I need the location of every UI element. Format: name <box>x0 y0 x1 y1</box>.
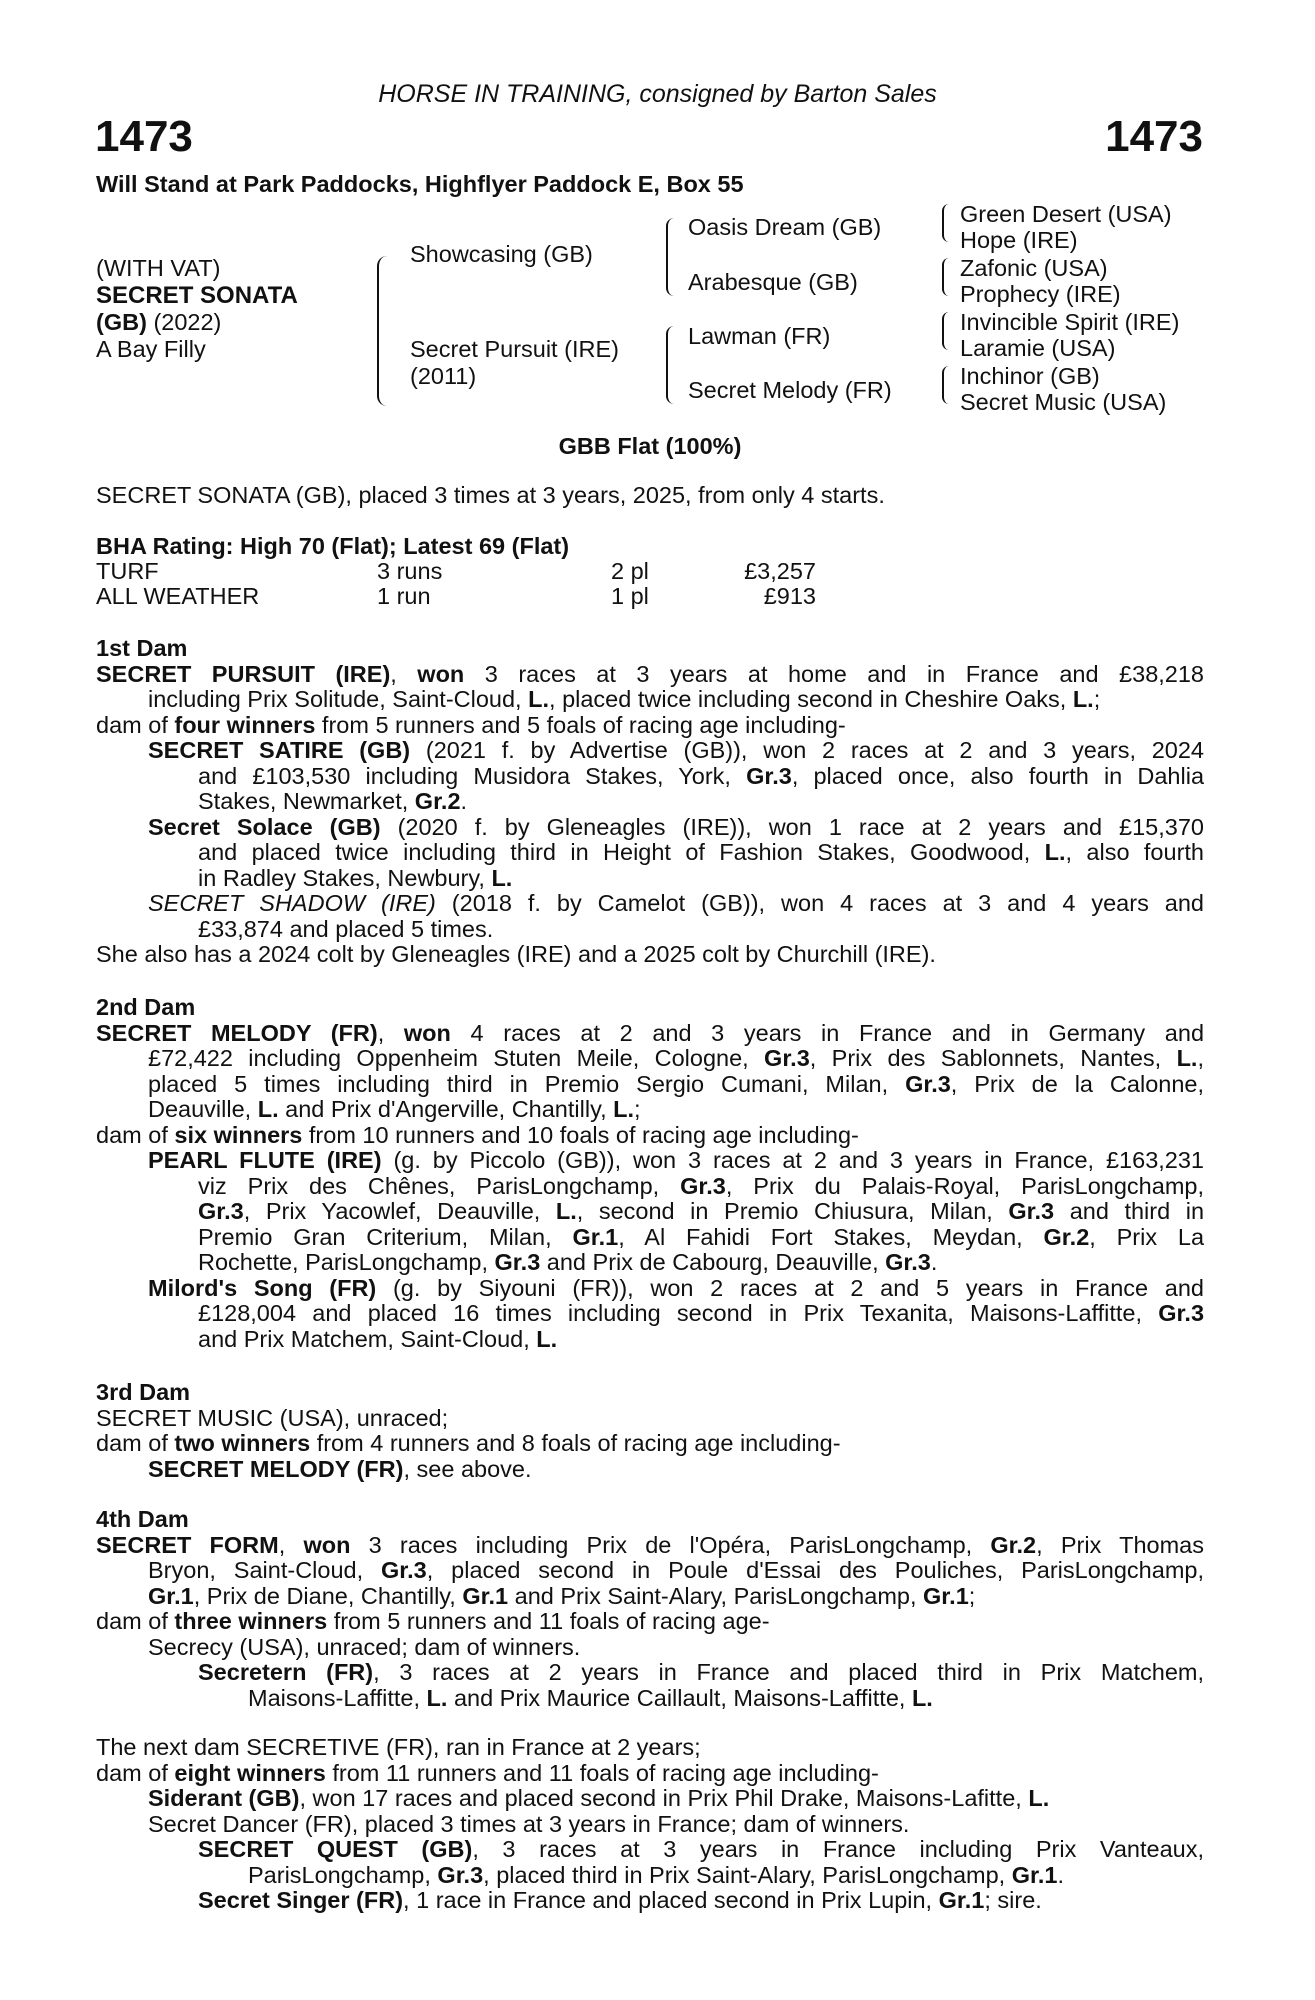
offspring-line: Secrecy (USA), unraced; dam of winners. <box>148 1633 581 1660</box>
text: . <box>460 788 468 814</box>
text: Bryon, Saint-Cloud, <box>148 1558 364 1583</box>
grade: L. <box>536 1325 558 1352</box>
horse-origin-year <box>96 310 221 336</box>
grade: Gr.3 <box>494 1249 541 1275</box>
bha-rating: BHA Rating: High 70 (Flat); Latest 69 (Flat) <box>96 533 570 559</box>
text: , placed second in Poule d'Essai des Pouliches, ParisLongchamp, <box>426 1558 1204 1583</box>
won-label: won <box>403 1020 451 1046</box>
horse-description: A Bay Filly <box>96 336 206 362</box>
dam-line <box>96 1609 1204 1635</box>
offspring-line <box>96 840 1204 866</box>
text: from 5 runners and 5 foals of racing age including- <box>321 711 846 738</box>
text: , 3 races at 2 years in France and placed third in Prix Matchem, <box>373 1660 1204 1685</box>
text: from 4 runners and 8 foals of racing age including- <box>316 1430 841 1456</box>
stats-prize: £913 <box>763 583 816 609</box>
dam-name: SECRET MELODY (FR) <box>96 1020 378 1046</box>
text: including Prix Solitude, Saint-Cloud, <box>148 686 522 712</box>
section-next-dam <box>96 1735 1204 1914</box>
grade: Gr.3 <box>764 1046 810 1071</box>
pedigree-brace-ss <box>942 204 951 242</box>
grade: Gr.3 <box>198 1199 244 1224</box>
grade: Gr.3 <box>680 1173 726 1199</box>
text: (2021 f. by Advertise (GB)), won 2 races at 2 and 3 years, 2024 <box>425 738 1204 763</box>
text: , placed third in Prix Saint-Alary, ParisLongchamp, <box>483 1861 1006 1888</box>
offspring-name: SECRET SHADOW (IRE) <box>148 891 436 916</box>
grade: L. <box>426 1684 448 1711</box>
pedigree-brace-main <box>377 256 389 406</box>
gbb-flat: GBB Flat (100%) <box>558 433 742 459</box>
stats-placed: 1 pl <box>611 583 649 609</box>
text: , placed twice including second in Cheshire Oaks, <box>549 686 1067 712</box>
dam-line: SECRET MELODY (FR), won 4 races at 2 and 3 years in France and in Germany and <box>96 1020 1204 1046</box>
text: and Prix d'Angerville, Chantilly, <box>285 1096 607 1122</box>
pedigree-sds: Zafonic (USA) <box>960 255 1108 281</box>
text: Deauville, <box>148 1096 252 1122</box>
race-summary: SECRET SONATA (GB), placed 3 times at 3 years, 2025, from only 4 starts. <box>96 482 885 508</box>
grade: Gr.1 <box>1011 1861 1058 1888</box>
dam-line: The next dam SECRETIVE (FR), ran in France at 2 years; <box>96 1734 701 1760</box>
pedigree-ssd: Hope (IRE) <box>960 227 1078 253</box>
grade: L. <box>1028 1785 1050 1811</box>
text: £33,874 and placed 5 times. <box>198 915 494 942</box>
pedigree-sire: Showcasing (GB) <box>410 241 593 267</box>
text: , won 17 races and placed second in Prix Phil Drake, Maisons-Lafitte, <box>299 1785 1022 1811</box>
stats-surface: ALL WEATHER <box>96 583 260 609</box>
text: 3 races at 3 years at home and in France and £38,218 <box>484 661 1204 687</box>
pedigree-brace-dam <box>666 326 676 404</box>
text: dam of <box>96 1759 168 1786</box>
dam-name: SECRET FORM <box>96 1532 279 1558</box>
text: viz Prix des Chênes, ParisLongchamp, <box>198 1173 660 1199</box>
text: (2018 f. by Camelot (GB)), won 4 races at 3 and 4 years and <box>451 891 1204 916</box>
text: , Prix Yacowlef, Deauville, <box>243 1199 541 1224</box>
text: , see above. <box>403 1455 532 1482</box>
stand-location: Will Stand at Park Paddocks, Highflyer Paddock E, Box 55 <box>96 171 744 197</box>
text: placed 5 times including third in Premio Sergio Cumani, Milan, <box>148 1071 889 1097</box>
lot-number-right: 1473 <box>1105 112 1203 161</box>
pedigree-dds: Inchinor (GB) <box>960 363 1100 389</box>
offspring-line <box>96 764 1204 790</box>
offspring-line <box>96 738 1204 764</box>
grade: Gr.3 <box>381 1558 427 1583</box>
offspring-line: Secret Dancer (FR), placed 3 times at 3 years in France; dam of winners. <box>148 1810 910 1837</box>
text: and £103,530 including Musidora Stakes, York, <box>198 763 731 789</box>
grade: Gr.2 <box>414 788 461 814</box>
text: , Al Fahidi Fort Stakes, Meydan, <box>618 1224 1023 1250</box>
offspring-name: Secret Singer (FR) <box>198 1887 404 1913</box>
text: , Prix des Sablonnets, Nantes, <box>809 1046 1162 1071</box>
text: Maisons-Laffitte, <box>248 1684 420 1711</box>
grade: L. <box>555 1199 577 1224</box>
text: Stakes, Newmarket, <box>198 788 409 814</box>
horse-origin: (GB) <box>96 309 147 335</box>
offspring-line <box>96 1225 1204 1251</box>
text: , 1 race in France and placed second in Prix Lupin, <box>403 1887 933 1913</box>
pedigree-ddd: Secret Music (USA) <box>960 389 1167 415</box>
text: , Prix de la Calonne, <box>950 1071 1204 1097</box>
dam-line <box>96 1097 1204 1123</box>
dam-line <box>96 1558 1204 1584</box>
stats-runs: 1 run <box>377 583 431 609</box>
text: dam of <box>96 1430 168 1456</box>
dam-line <box>96 1431 1204 1457</box>
stats-surface: TURF <box>96 558 159 584</box>
offspring-line <box>96 1457 1204 1483</box>
grade: L. <box>491 864 513 891</box>
section-fourth-dam <box>96 1507 1204 1711</box>
grade: L. <box>257 1096 279 1122</box>
section-third-dam <box>96 1380 1204 1482</box>
text: dam of <box>96 1608 168 1634</box>
offspring-name: SECRET MELODY (FR) <box>148 1455 404 1482</box>
text: and Prix Matchem, Saint-Cloud, <box>198 1325 530 1352</box>
offspring-name: SECRET QUEST (GB) <box>198 1837 473 1862</box>
grade: L. <box>1072 686 1094 712</box>
pedigree-dss: Invincible Spirit (IRE) <box>960 309 1180 335</box>
text: in Radley Stakes, Newbury, <box>198 864 485 891</box>
pedigree-dam-year: (2011) <box>410 363 477 389</box>
won-label: won <box>303 1532 351 1558</box>
text: (g. by Siyouni (FR)), won 2 races at 2 and 5 years in France and <box>392 1275 1204 1301</box>
pedigree-ds: Lawman (FR) <box>688 323 831 349</box>
text: , Prix La <box>1089 1224 1204 1250</box>
offspring-line <box>96 1174 1204 1200</box>
offspring-line <box>96 1888 1204 1914</box>
dam-heading: 2nd Dam <box>96 994 196 1020</box>
pedigree-brace-ds <box>942 312 951 350</box>
offspring-line <box>96 1786 1204 1812</box>
text: ParisLongchamp, <box>248 1861 431 1888</box>
offspring-name: Secret Solace (GB) <box>148 814 381 840</box>
dam-heading: 3rd Dam <box>96 1379 191 1405</box>
dam-line: SECRET PURSUIT (IRE), won 3 races at 3 years at home and in France and £38,218 <box>96 661 1204 687</box>
dam-line <box>96 1046 1204 1072</box>
grade: L. <box>613 1096 635 1122</box>
grade: Gr.1 <box>923 1582 969 1609</box>
text: ; <box>968 1582 976 1609</box>
text: (g. by Piccolo (GB)), won 3 races at 2 and 3 years in France, £163,231 <box>393 1148 1204 1173</box>
grade: Gr.2 <box>990 1532 1037 1558</box>
offspring-line <box>96 917 1204 943</box>
pedigree-brace-dd <box>942 366 951 404</box>
dam-line <box>96 1761 1204 1787</box>
pedigree-sdd: Prophecy (IRE) <box>960 281 1121 307</box>
text: £72,422 including Oppenheim Stuten Meile, Cologne, <box>148 1046 749 1071</box>
offspring-line <box>96 891 1204 917</box>
text: and third in <box>1069 1199 1204 1224</box>
pedigree-ss: Oasis Dream (GB) <box>688 214 882 240</box>
pedigree-dsd: Laramie (USA) <box>960 335 1116 361</box>
text: and Prix de Cabourg, Deauville, <box>546 1249 879 1275</box>
dam-line <box>96 1584 1204 1610</box>
offspring-line <box>96 1199 1204 1225</box>
grade: Gr.3 <box>437 1861 484 1888</box>
grade: L. <box>1176 1046 1198 1071</box>
grade: Gr.3 <box>905 1071 951 1097</box>
catalogue-header: HORSE IN TRAINING, consigned by Barton Sales <box>378 80 937 108</box>
offspring-line <box>96 1686 1204 1712</box>
pedigree-brace-sire <box>666 218 676 296</box>
vat-label: (WITH VAT) <box>96 255 221 281</box>
grade: Gr.1 <box>938 1887 985 1913</box>
text: £128,004 and placed 16 times including second in Prix Texanita, Maisons-Laffitte, <box>198 1301 1143 1326</box>
offspring-line <box>96 815 1204 841</box>
text: . <box>1057 1861 1064 1888</box>
offspring-line <box>96 1148 1204 1174</box>
text: Rochette, ParisLongchamp, <box>198 1249 488 1275</box>
won-label: won <box>417 661 465 687</box>
offspring-line <box>96 1301 1204 1327</box>
grade: Gr.2 <box>1043 1224 1090 1250</box>
winners-count: six winners <box>174 1121 303 1148</box>
pedigree-dam: Secret Pursuit (IRE) <box>410 336 619 362</box>
grade: Gr.1 <box>148 1582 194 1609</box>
dam-line <box>96 1123 1204 1149</box>
lot-number-left: 1473 <box>95 112 193 161</box>
grade: Gr.3 <box>885 1249 931 1275</box>
stats-runs: 3 runs <box>377 558 443 584</box>
text: dam of <box>96 1121 168 1148</box>
offspring-line <box>96 1837 1204 1863</box>
text: , Prix du Palais-Royal, ParisLongchamp, <box>725 1173 1204 1199</box>
pedigree-dd: Secret Melody (FR) <box>688 377 892 403</box>
text: dam of <box>96 711 168 738</box>
offspring-line <box>96 1660 1204 1686</box>
text: Premio Gran Criterium, Milan, <box>198 1224 552 1250</box>
dam-heading: 1st Dam <box>96 635 188 661</box>
text: from 11 runners and 11 foals of racing age including- <box>332 1759 879 1786</box>
text: from 5 runners and 11 foals of racing age- <box>333 1608 770 1634</box>
text: and Prix Maurice Caillault, Maisons-Laffitte, <box>453 1684 906 1711</box>
section-second-dam <box>96 995 1204 1352</box>
text: . <box>930 1249 938 1275</box>
text: 4 races at 2 and 3 years in France and in Germany and <box>470 1020 1204 1046</box>
text: , Prix de Diane, Chantilly, <box>193 1582 456 1609</box>
text: ; <box>1093 686 1101 712</box>
offspring-line <box>96 1863 1204 1889</box>
offspring-name: SECRET SATIRE (GB) <box>148 738 411 763</box>
offspring-name: Secretern (FR) <box>198 1660 374 1685</box>
offspring-name: Milord's Song (FR) <box>148 1275 377 1301</box>
grade: L. <box>911 1684 933 1711</box>
text: , placed once, also fourth in Dahlia <box>791 763 1204 789</box>
dam-heading: 4th Dam <box>96 1506 189 1532</box>
offspring-line <box>96 1250 1204 1276</box>
text: , second in Premio Chiusura, Milan, <box>576 1199 993 1224</box>
stats-prize: £3,257 <box>744 558 816 584</box>
offspring-line <box>96 1276 1204 1302</box>
winners-count: eight winners <box>174 1759 326 1786</box>
pedigree-brace-sd <box>942 258 951 296</box>
text: and Prix Saint-Alary, ParisLongchamp, <box>514 1582 917 1609</box>
grade: L. <box>528 686 550 712</box>
pedigree-sss: Green Desert (USA) <box>960 201 1172 227</box>
text: (2020 f. by Gleneagles (IRE)), won 1 race at 2 years and £15,370 <box>397 814 1204 840</box>
text: 3 races including Prix de l'Opéra, ParisLongchamp, <box>368 1532 973 1558</box>
offspring-line <box>96 866 1204 892</box>
winners-count: four winners <box>174 711 316 738</box>
offspring-name: PEARL FLUTE (IRE) <box>148 1148 382 1173</box>
offspring-name: Siderant (GB) <box>148 1785 300 1811</box>
dam-line <box>96 687 1204 713</box>
text: from 10 runners and 10 foals of racing age including- <box>308 1121 859 1148</box>
dam-note: She also has a 2024 colt by Gleneagles (IRE) and a 2025 colt by Churchill (IRE). <box>96 941 936 967</box>
horse-name: SECRET SONATA <box>96 282 298 309</box>
dam-line: SECRET MUSIC (USA), unraced; <box>96 1404 449 1431</box>
grade: Gr.3 <box>1158 1301 1204 1326</box>
text: and placed twice including third in Height of Fashion Stakes, Goodwood, <box>198 840 1031 865</box>
grade: Gr.3 <box>1008 1199 1055 1224</box>
grade: L. <box>1044 840 1066 865</box>
grade: Gr.1 <box>572 1224 619 1250</box>
dam-line <box>96 1072 1204 1098</box>
dam-name: SECRET PURSUIT (IRE) <box>96 661 391 687</box>
stats-placed: 2 pl <box>611 558 649 584</box>
grade: Gr.1 <box>462 1582 509 1609</box>
pedigree-sd: Arabesque (GB) <box>688 269 858 295</box>
text: , 3 races at 3 years in France including Prix Vanteaux, <box>472 1837 1204 1862</box>
dam-line: SECRET FORM, won 3 races including Prix de l'Opéra, ParisLongchamp, Gr.2, Prix Thomas <box>96 1532 1204 1558</box>
offspring-line <box>96 1327 1204 1353</box>
grade: Gr.3 <box>746 763 792 789</box>
winners-count: three winners <box>174 1608 328 1634</box>
section-first-dam <box>96 636 1204 968</box>
horse-year: (2022) <box>153 309 222 335</box>
text: ; <box>634 1096 641 1122</box>
offspring-line <box>96 789 1204 815</box>
text: , Prix Thomas <box>1036 1532 1204 1558</box>
text: , <box>1197 1046 1204 1071</box>
text: , also fourth <box>1065 840 1204 865</box>
dam-line <box>96 713 1204 739</box>
text: ; sire. <box>984 1887 1042 1913</box>
winners-count: two winners <box>174 1430 311 1456</box>
